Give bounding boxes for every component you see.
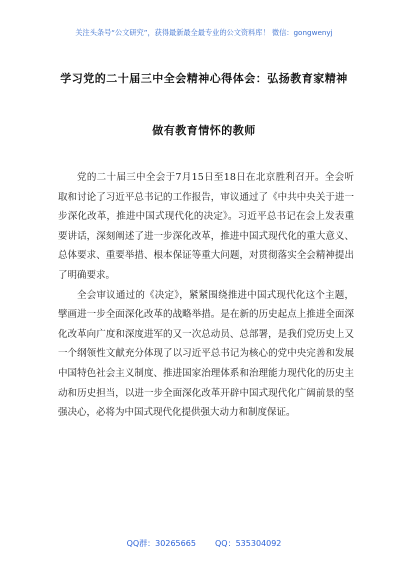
body-paragraph-2: 全会审议通过的《决定》，紧紧围绕推进中国式现代化这个主题，擘画进一步全面深化改革的战略举措。是在新的历史起点上推进全面深化改革向广度和深度进军的又一次总动员、总部署，是我们党历史上又一个纲领性文献充分体现了以习近平总书记为核心的党中央完善和发展中国特色社会主义制度、推进国家治理体系和治理能力现代化的历史主动和历史担当，以进一步全面深化改革开辟中国式现代化广阔前景的坚强决心，必将为中国式现代化提供强大动力和制度保证。 [58, 289, 354, 419]
header-banner: 关注头条号“公文研究”，获得最新最全最专业的公文资料库！ 微信：gongwenyj [75, 28, 333, 37]
body-paragraph-1: 党的二十届三中全会于7月15日至18日在北京胜利召开。全会听取和讨论了习近平总书记的工作报告，审议通过了《中共中央关于进一步深化改革，推进中国式现代化的决定》。习近平总书记在会上发表重要讲话，深刻阐述了进一步深化改革，推进中国式现代化的重大意义、总体要求、重要举措、根本保证等重大问题，对贯彻落实全会精神提出了明确要求。 [58, 172, 354, 281]
footer-contact [0, 538, 408, 549]
document-body [58, 168, 354, 423]
document-title-line-1: 学习党的二十届三中全会精神心得体会：弘扬教育家精神 [60, 72, 348, 85]
document-title-line-2: 做有教育情怀的教师 [152, 124, 256, 137]
footer-qq-number: QQ：535304092 [215, 539, 282, 548]
footer-qq-group: QQ群：30265665 [126, 539, 196, 548]
